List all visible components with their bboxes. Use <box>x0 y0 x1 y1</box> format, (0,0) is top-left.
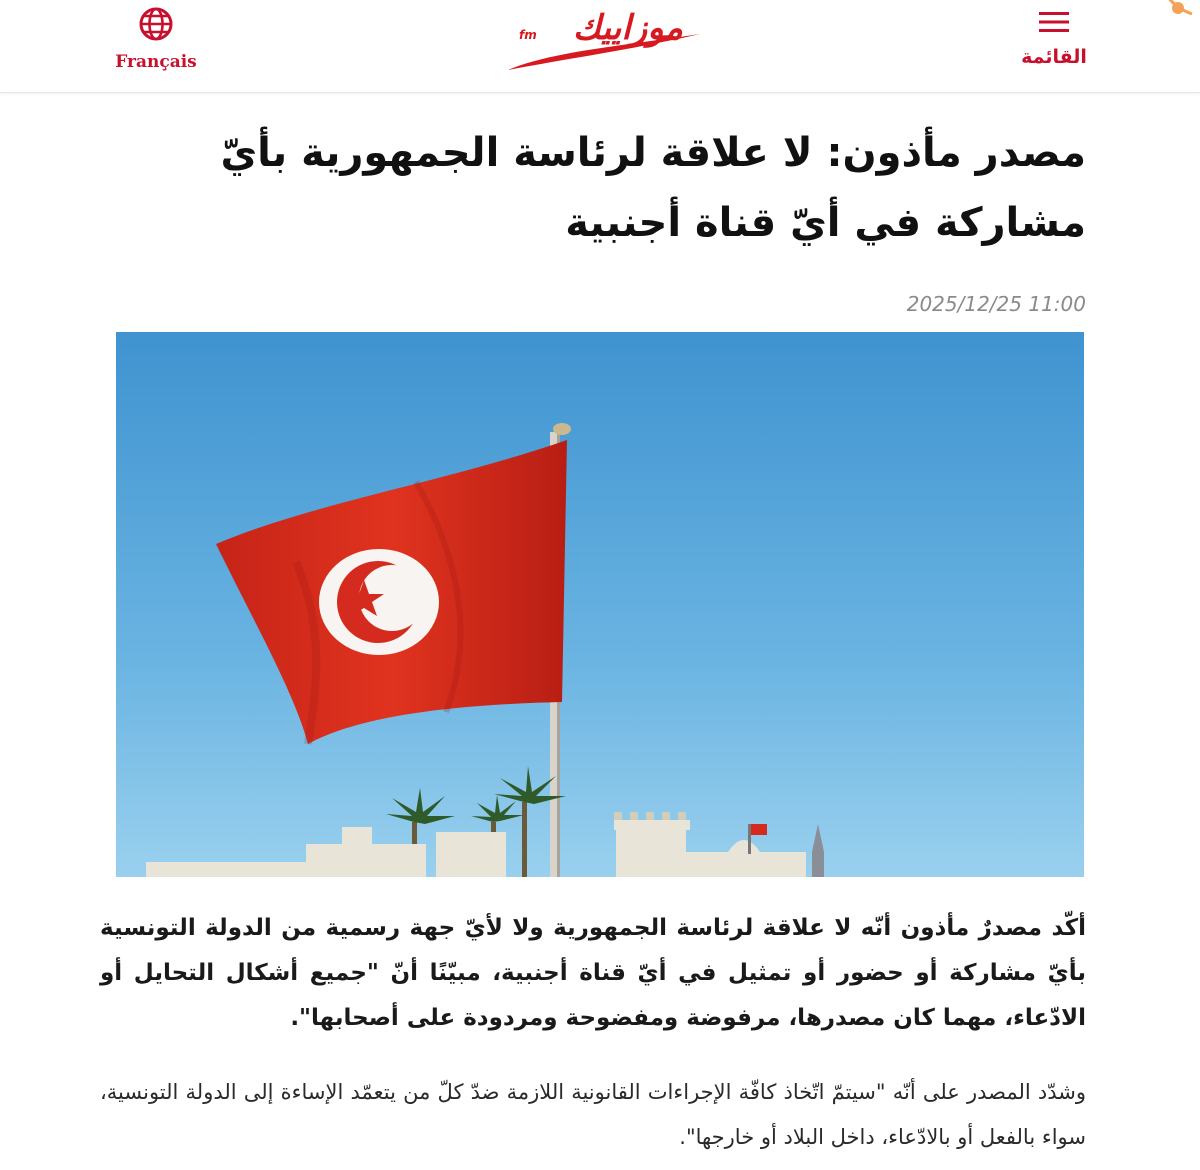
menu-button[interactable] <box>1012 8 1096 84</box>
hamburger-icon <box>1037 8 1071 36</box>
corner-decoration-icon <box>1150 0 1200 20</box>
article-image <box>116 332 1084 877</box>
article-date: 2025/12/25 11:00 <box>906 292 1086 316</box>
globe-icon <box>138 6 174 42</box>
article-body: وشدّد المصدر على أنّه "سيتمّ اتّخاذ كافّة الإجراءات القانونية اللازمة ضدّ كلّ من يتعمّد الإساءة إلى الدولة التونسية، سواء بالفعل أو بالادّعاء، داخل البلاد أو خارجها". <box>100 1080 1086 1149</box>
logo-fm: fm <box>519 28 537 42</box>
language-switch-button[interactable] <box>108 6 204 86</box>
tunisia-flag-photo <box>116 332 1084 877</box>
menu-label: القائمة <box>1021 46 1087 68</box>
language-label: Français <box>115 52 197 72</box>
site-header <box>0 0 1200 93</box>
logo-text: موزاييك <box>572 8 684 48</box>
article-lead: أكّد مصدرٌ مأذون أنّه لا علاقة لرئاسة الجمهورية ولا لأيّ جهة رسمية من الدولة التونسية بأيّ مشاركة أو حضور أو تمثيل في أيّ قناة أجنبية، مبيّنًا أنّ "جميع أشكال التحايل أو الادّعاء، مهما كان مصدرها، مرفوضة ومفضوحة ومردودة على أصحابها". <box>100 915 1086 1031</box>
article-title: مصدر مأذون: لا علاقة لرئاسة الجمهورية بأيّ مشاركة في أيّ قناة أجنبية <box>220 130 1086 246</box>
